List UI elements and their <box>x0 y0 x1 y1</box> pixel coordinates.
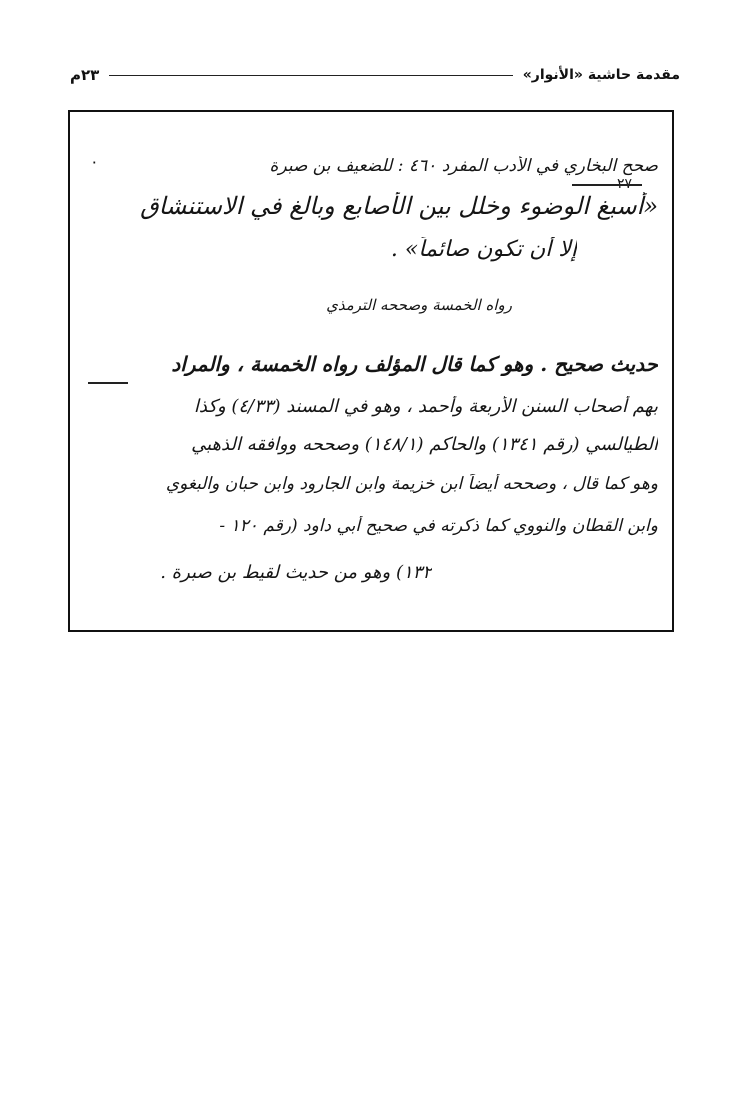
manuscript-line-5: حديث صحيح . وهو كما قال المؤلف رواه الخمسة ، والمراد <box>171 352 658 376</box>
manuscript-line-3: إلا أن تكون صائماً» . <box>390 237 577 262</box>
page-number: ٢٣م <box>70 66 100 84</box>
manuscript-line-1: صحح البخاري في الأدب المفرد ٤٦٠ : للضعيف بن صبرة <box>269 156 658 176</box>
margin-mark: ٠ <box>90 152 99 171</box>
manuscript-line-6: بهم أصحاب السنن الأربعة وأحمد ، وهو في المسند (٤/٣٣) وكذا <box>193 396 658 417</box>
manuscript-line-4: رواه الخمسة وصححه الترمذي <box>326 296 512 314</box>
ink-underline-stroke <box>572 184 642 186</box>
page-header <box>70 58 680 92</box>
manuscript-line-9: وابن القطان والنووي كما ذكرته في صحيح أبي داود (رقم ١٢٠ - <box>219 516 658 536</box>
ink-dash-stroke <box>88 382 128 384</box>
manuscript-line-2: «أسبغ الوضوء وخلل بين الأصابع وبالغ في الاستنشاق <box>140 192 658 220</box>
manuscript-line-8: وهو كما قال ، وصححه أيضاً ابن خزيمة وابن الجارود وابن حبان والبغوي <box>165 474 658 494</box>
running-title: مقدمة حاشية «الأنوار» <box>522 67 680 83</box>
manuscript-line-10: ١٣٢) وهو من حديث لقيط بن صبرة . <box>160 562 432 583</box>
header-rule <box>109 75 512 76</box>
manuscript-line-7: الطيالسي (رقم ١٣٤١) والحاكم (١٤٨/١) وصححه ووافقه الذهبي <box>191 434 658 455</box>
manuscript-image-frame <box>68 110 674 632</box>
